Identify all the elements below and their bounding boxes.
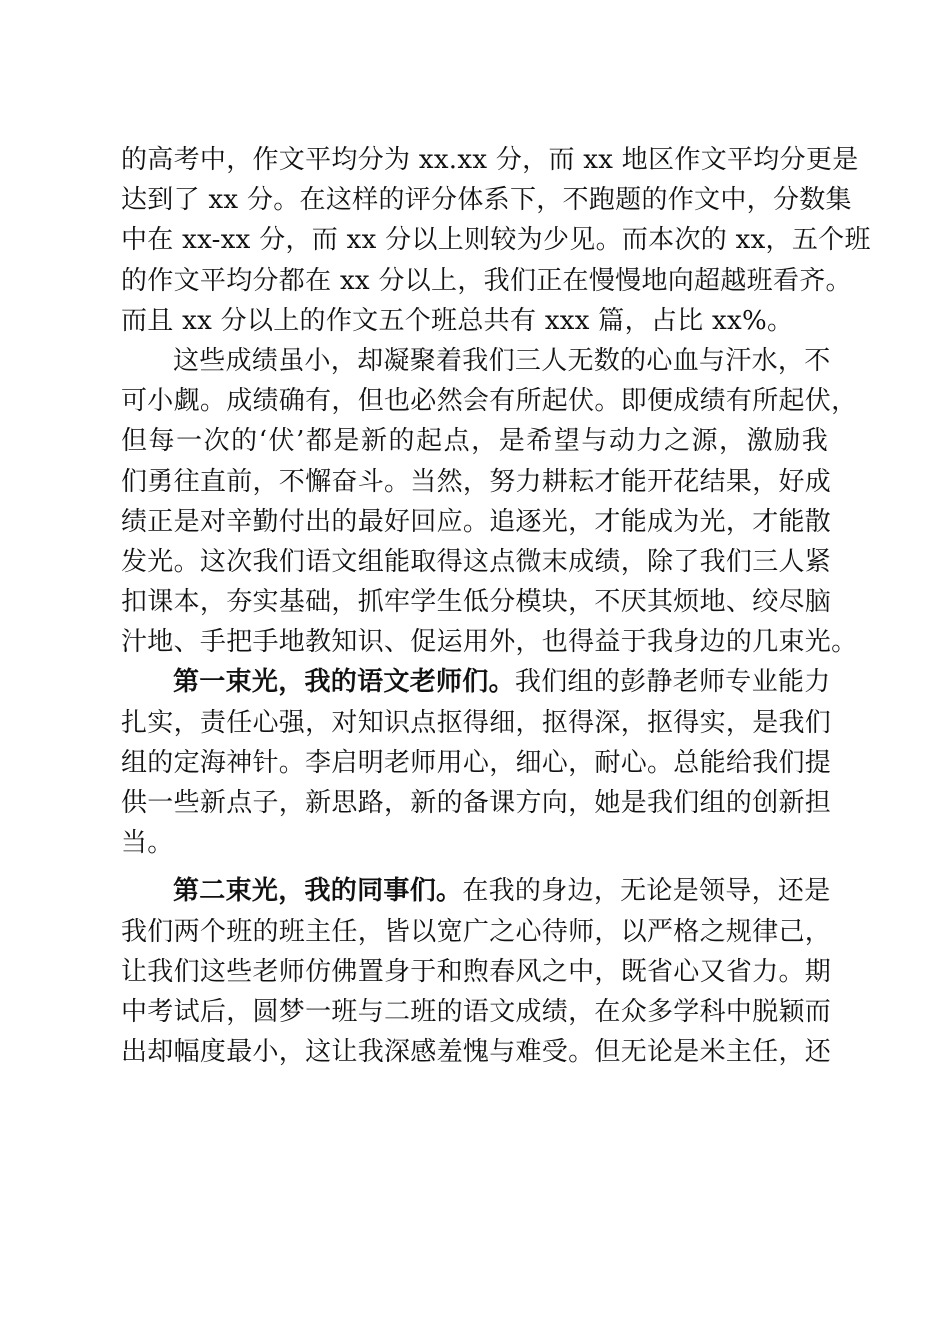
text-line: 让我们这些老师仿佛置身于和煦春风之中，既省心又省力。期 <box>121 956 832 987</box>
text-line: 出却幅度最小，这让我深感羞愧与难受。但无论是米主任，还 <box>121 1037 832 1068</box>
text-line: 的作文平均分都在 xx 分以上，我们正在慢慢地向超越班看齐。 <box>121 265 852 296</box>
text-line <box>121 662 831 702</box>
text-line: 绩正是对辛勤付出的最好回应。追逐光，才能成为光，才能散 <box>121 506 832 537</box>
text-line: 达到了 xx 分。在这样的评分体系下，不跑题的作文中，分数集 <box>121 185 852 216</box>
text-line: 扎实，责任心强，对知识点抠得细，抠得深，抠得实，是我们 <box>121 707 832 738</box>
text-line: 中在 xx-xx 分，而 xx 分以上则较为少见。而本次的 xx，五个班 <box>121 225 871 256</box>
paragraph-achievements <box>121 341 858 663</box>
text-line: 中考试后，圆梦一班与二班的语文成绩，在众多学科中脱颖而 <box>121 996 832 1027</box>
text-segment: 我们组的彭静老师专业能力 <box>514 667 831 698</box>
paragraph-gap <box>121 863 828 871</box>
document-body <box>121 140 871 1072</box>
text-line: 可小觑。成绩确有，但也必然会有所起伏。即便成绩有所起伏， <box>121 386 858 417</box>
paragraph-lead-heading: 第一束光，我的语文老师们。 <box>173 667 515 698</box>
text-segment: 在我的身边，无论是领导，还是 <box>462 876 831 907</box>
text-line: 当。 <box>121 828 174 859</box>
text-line: 供一些新点子，新思路，新的备课方向，她是我们组的创新担 <box>121 788 832 818</box>
text-line: 扣课本，夯实基础，抓牢学生低分模块，不厌其烦地、绞尽脑 <box>121 587 832 618</box>
paragraph-lead-heading: 第二束光，我的同事们。 <box>173 876 463 907</box>
text-line: 发光。这次我们语文组能取得这点微末成绩，除了我们三人紧 <box>121 546 832 577</box>
text-line: 汁地、手把手地教知识、促运用外，也得益于我身边的几束光。 <box>121 627 858 658</box>
text-line: 我们两个班的班主任，皆以宽广之心待师，以严格之规律己， <box>121 916 832 947</box>
text-line: 们勇往直前，不懈奋斗。当然，努力耕耘才能开花结果，好成 <box>121 466 832 497</box>
text-line: 这些成绩虽小，却凝聚着我们三人无数的心血与汗水，不 <box>173 345 831 376</box>
text-line: 而且 xx 分以上的作文五个班总共有 xxx 篇，占比 xx%。 <box>121 305 794 336</box>
text-line: 但每一次的‘伏’都是新的起点，是希望与动力之源，激励我 <box>121 426 828 457</box>
paragraph-exam-scores <box>121 140 871 341</box>
paragraph-second-light <box>121 871 832 1072</box>
text-line <box>121 871 831 911</box>
text-line: 组的定海神针。李启明老师用心，细心，耐心。总能给我们提 <box>121 747 832 778</box>
text-line: 的高考中，作文平均分为 xx.xx 分，而 xx 地区作文平均分更是 <box>121 145 859 175</box>
paragraph-first-light <box>121 662 832 863</box>
